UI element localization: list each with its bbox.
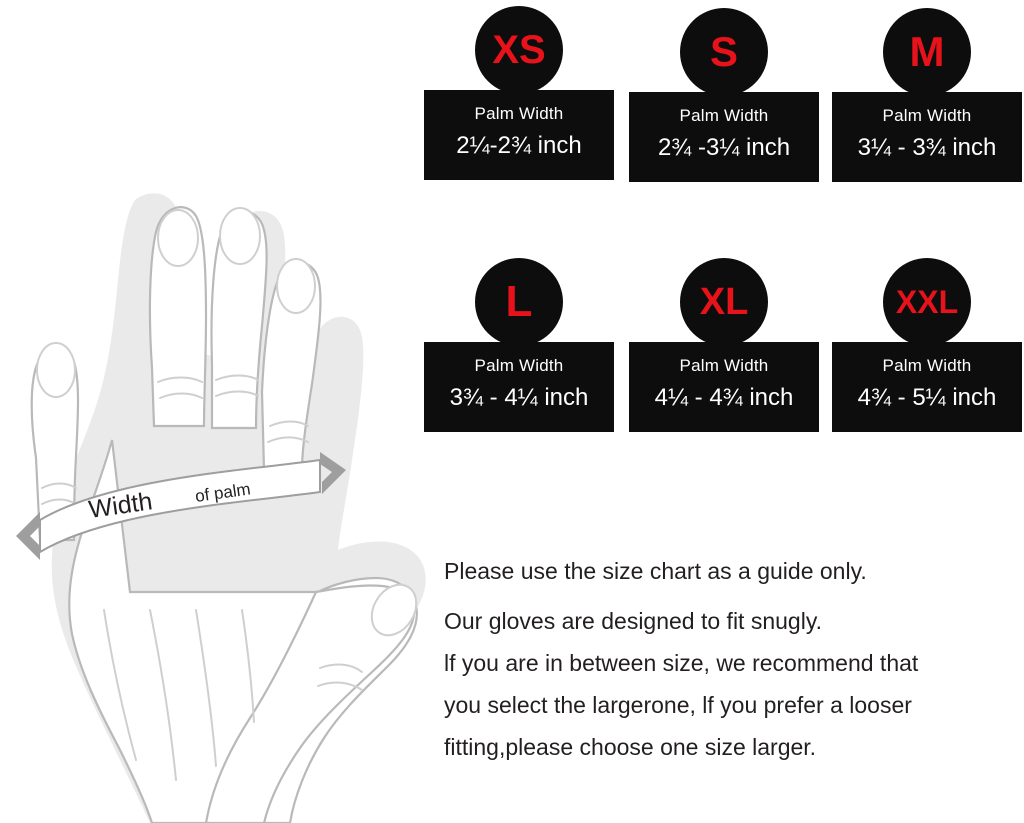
size-badge-l: [475, 258, 563, 346]
size-badge-label: XXL: [895, 284, 959, 320]
palm-width-label: Palm Width: [679, 356, 769, 375]
size-card-s: [629, 8, 819, 182]
palm-width-value: 4¾ - 5¼ inch: [857, 384, 997, 411]
band-secondary-label: of palm: [193, 479, 252, 506]
palm-width-label: Palm Width: [474, 104, 564, 123]
size-badge-label: S: [709, 28, 738, 75]
size-badge-m: [883, 8, 971, 96]
size-panel-l: [424, 342, 614, 432]
size-panel-xl: [629, 342, 819, 432]
sizing-notes: [444, 560, 1019, 778]
palm-width-value: 3¼ - 3¾ inch: [857, 134, 997, 161]
hand-illustration: [0, 140, 470, 823]
size-badge-xs: [475, 6, 563, 94]
size-card-xl: [629, 258, 819, 432]
size-chart-grid: [424, 6, 1024, 476]
note-line-4: you select the largerone, lf you prefer a looser: [444, 692, 912, 718]
palm-width-label: Palm Width: [882, 356, 972, 375]
palm-width-label: Palm Width: [882, 106, 972, 125]
band-primary-label: Width: [86, 487, 155, 524]
palm-width-value: 2¼-2¾ inch: [456, 132, 582, 159]
palm-width-value: 2¾ -3¼ inch: [657, 134, 791, 161]
size-badge-label: M: [909, 28, 945, 75]
note-line-1: Please use the size chart as a guide only.: [444, 558, 867, 584]
size-panel-m: [832, 92, 1022, 182]
note-line-2: Our gloves are designed to fit snugly.: [444, 608, 823, 634]
size-badge-label: XS: [492, 28, 546, 72]
size-badge-label: XL: [699, 281, 749, 323]
size-card-m: [832, 8, 1022, 182]
note-line-5: fitting,please choose one size larger.: [444, 734, 817, 760]
size-badge-xxl: [883, 258, 971, 346]
size-badge-xl: [680, 258, 768, 346]
palm-width-value: 4¼ - 4¾ inch: [654, 384, 794, 411]
size-badge-label: L: [505, 277, 533, 326]
size-panel-xxl: [832, 342, 1022, 432]
palm-width-label: Palm Width: [679, 106, 769, 125]
palm-width-value: 3¾ - 4¼ inch: [449, 384, 589, 411]
size-card-xs: [424, 6, 614, 180]
size-card-xxl: [832, 258, 1022, 432]
palm-width-label: Palm Width: [474, 356, 564, 375]
note-line-3: lf you are in between size, we recommend that: [444, 650, 919, 676]
size-card-l: [424, 258, 614, 432]
size-badge-s: [680, 8, 768, 96]
size-panel-xs: [424, 90, 614, 180]
size-panel-s: [629, 92, 819, 182]
